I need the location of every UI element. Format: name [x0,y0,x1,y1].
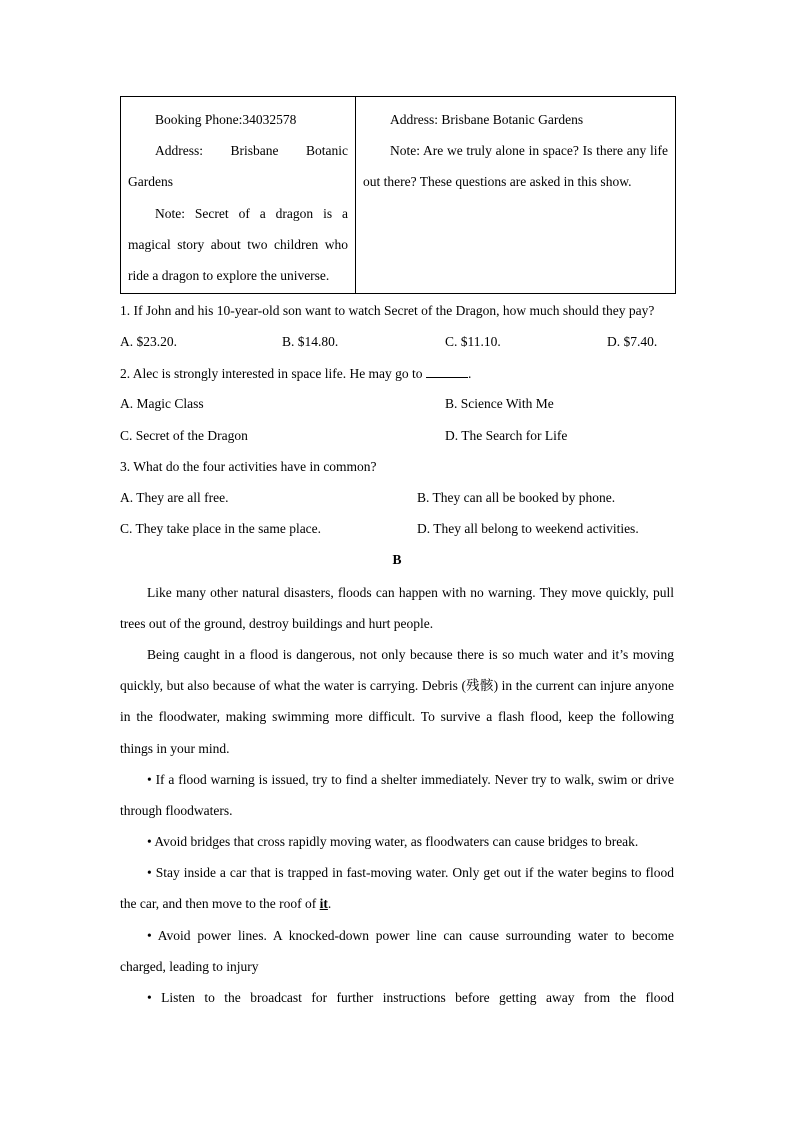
passage-paragraph-1: Like many other natural disasters, floods can happen with no warning. They move quickly, pull trees out of the ground, destroy buildings and hurt people. [120,585,674,632]
q2-stem-end: . [467,366,472,381]
q1-option-c: C. $11.10. [445,334,501,349]
q1-option-a: A. $23.20. [120,334,177,349]
flood-tip-4: • Avoid power lines. A knocked-down power line can cause surrounding water to become charged, leading to injury [120,928,674,975]
q2-option-b: B. Science With Me [445,396,554,411]
q2-stem-text: 2. Alec is strongly interested in space life. He may go to [120,366,426,381]
q1-option-b: B. $14.80. [282,334,339,349]
left-address: Address: Brisbane Botanic Gardens [128,143,348,190]
q2-option-d: D. The Search for Life [445,428,568,443]
answer-blank [426,365,468,378]
q3-option-d: D. They all belong to weekend activities. [417,521,639,536]
question-3-stem: 3. What do the four activities have in common? [120,459,377,474]
q2-option-c: C. Secret of the Dragon [120,428,248,443]
q1-option-d: D. $7.40. [607,334,658,349]
q3-option-a: A. They are all free. [120,490,229,505]
flood-tip-1: • If a flood warning is issued, try to find a shelter immediately. Never try to walk, swim or drive through floodwaters. [120,772,674,819]
question-2-stem [120,365,471,382]
q3-option-b: B. They can all be booked by phone. [417,490,616,505]
table-cell-left [121,97,356,294]
flood-tip-2: • Avoid bridges that cross rapidly moving water, as floodwaters can cause bridges to break. [147,834,639,849]
flood-tip-3 [120,857,674,919]
activity-info-table [120,96,676,294]
question-1-stem: 1. If John and his 10-year-old son want to watch Secret of the Dragon, how much should they pay? [120,303,655,318]
flood-tip-5: • Listen to the broadcast for further instructions before getting away from the flood [147,990,674,1005]
passage-paragraph-2: Being caught in a flood is dangerous, not only because there is so much water and it’s moving quickly, but also because of what the water is carrying. Debris (残骸) in the current can injure anyone in the floodwater, making swimming more difficult. To survive a flash flood, keep the following things in your mind. [120,647,674,756]
left-note: Note: Secret of a dragon is a magical story about two children who ride a dragon to explore the universe. [128,205,348,284]
table-cell-right [356,97,676,294]
q2-option-a: A. Magic Class [120,396,204,411]
right-address: Address: Brisbane Botanic Gardens [390,112,584,127]
right-note: Note: Are we truly alone in space? Is there any life out there? These questions are asked in this show. [363,143,668,190]
q3-option-c: C. They take place in the same place. [120,521,322,536]
flood-tip-3-text: • Stay inside a car that is trapped in fast-moving water. Only get out if the water begins to flood the car, and then move to the roof of [120,865,674,912]
booking-phone: Booking Phone:34032578 [155,112,297,127]
section-b-heading: B [392,552,402,567]
underlined-word-it: it [319,896,328,912]
flood-tip-3-end: . [327,896,332,912]
